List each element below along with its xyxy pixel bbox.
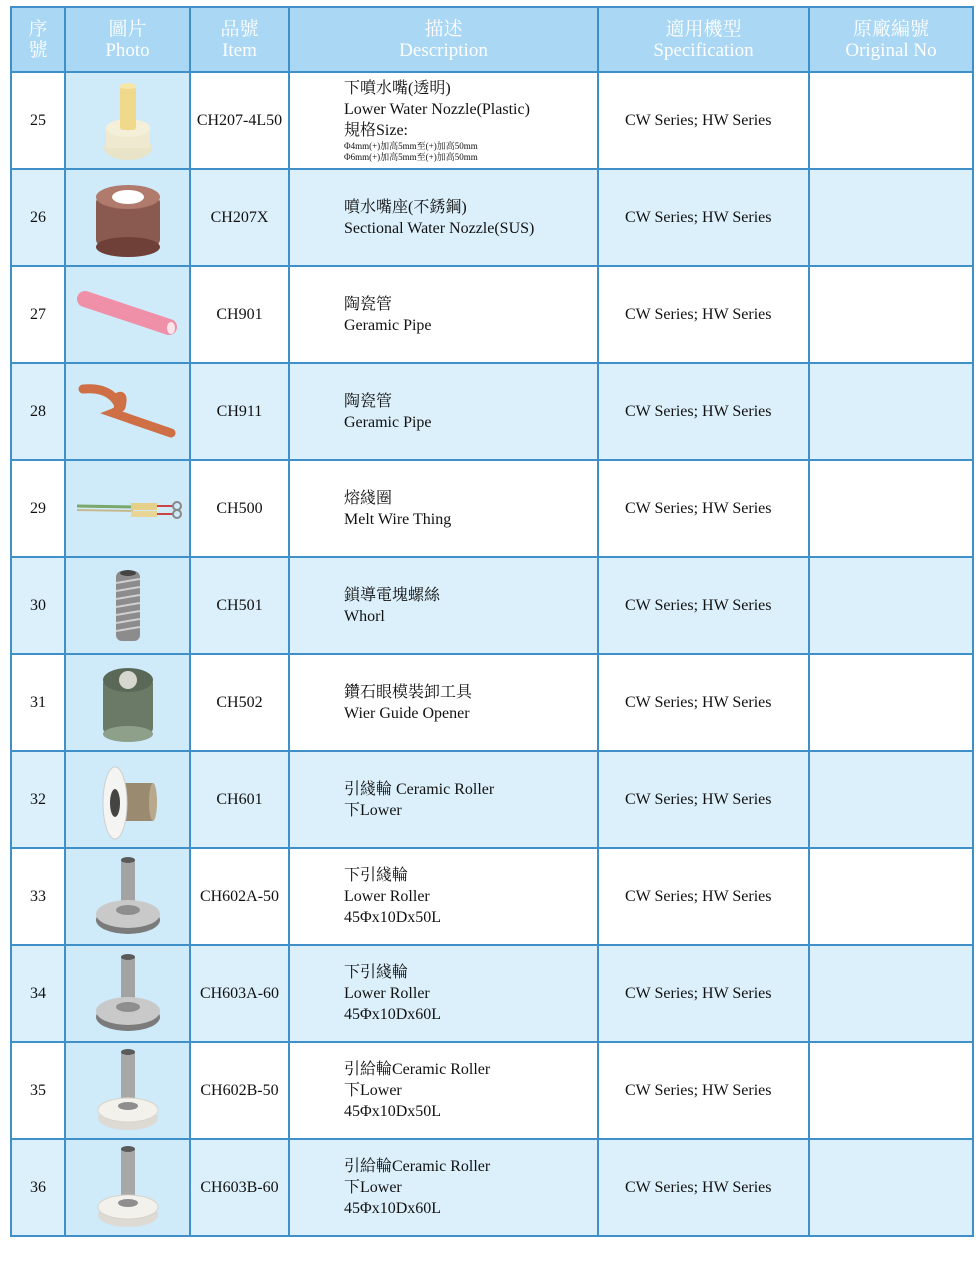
guide-opener-image	[66, 660, 189, 746]
description-line: Whorl	[344, 607, 385, 625]
description-line: 規格Size:	[344, 122, 408, 139]
header-index: 序 號	[11, 7, 65, 72]
specification-cell: CW Series; HW Series	[598, 751, 809, 848]
table-row	[11, 945, 973, 1042]
description-cell	[289, 654, 598, 751]
original-no-cell	[809, 1139, 973, 1236]
description-size-line: Φ6mm(+)加高5mm至(+)加高50mm	[344, 152, 478, 162]
description-cell	[289, 72, 598, 169]
table-header-row	[11, 7, 973, 72]
item-number: CH601	[190, 751, 289, 848]
description-cell	[289, 1139, 598, 1236]
metal-roller-image	[66, 951, 189, 1037]
table-row	[11, 751, 973, 848]
original-no-cell	[809, 72, 973, 169]
description-line: 45Φx10Dx50L	[344, 909, 442, 926]
product-photo	[65, 266, 190, 363]
original-no-cell	[809, 169, 973, 266]
row-index: 29	[11, 460, 65, 557]
description-cell	[289, 945, 598, 1042]
header-description: 描述 Description	[289, 7, 598, 72]
original-no-cell	[809, 945, 973, 1042]
original-no-cell	[809, 266, 973, 363]
row-index: 36	[11, 1139, 65, 1236]
row-index: 30	[11, 557, 65, 654]
parts-table	[10, 6, 974, 1237]
description-line: Lower Roller	[344, 888, 430, 905]
product-photo	[65, 169, 190, 266]
description-line: 下噴水嘴(透明)	[344, 80, 451, 97]
description-line: Lower Water Nozzle(Plastic)	[344, 101, 530, 118]
item-number: CH603B-60	[190, 1139, 289, 1236]
specification-cell: CW Series; HW Series	[598, 654, 809, 751]
product-photo	[65, 460, 190, 557]
description-line: 陶瓷管	[344, 392, 393, 410]
row-index: 28	[11, 363, 65, 460]
item-number: CH207X	[190, 169, 289, 266]
product-photo	[65, 557, 190, 654]
description-line: 鑽石眼模裝卸工具	[344, 683, 473, 701]
table-row	[11, 363, 973, 460]
header-photo: 圖片 Photo	[65, 7, 190, 72]
item-number: CH502	[190, 654, 289, 751]
ceramic-base-roller-image	[66, 1048, 189, 1134]
description-line: 下引綫輪	[344, 867, 409, 884]
row-index: 26	[11, 169, 65, 266]
item-number: CH501	[190, 557, 289, 654]
table-row	[11, 654, 973, 751]
description-cell	[289, 363, 598, 460]
row-index: 25	[11, 72, 65, 169]
row-index: 27	[11, 266, 65, 363]
item-number: CH602A-50	[190, 848, 289, 945]
description-line: Lower Roller	[344, 985, 430, 1002]
description-line: 熔綫圈	[344, 489, 393, 507]
specification-cell: CW Series; HW Series	[598, 848, 809, 945]
item-number: CH911	[190, 363, 289, 460]
product-photo	[65, 1042, 190, 1139]
description-line: 噴水嘴座(不銹鋼)	[344, 198, 467, 216]
product-photo	[65, 72, 190, 169]
description-line: 下Lower	[344, 801, 402, 819]
table-row	[11, 848, 973, 945]
row-index: 34	[11, 945, 65, 1042]
row-index: 33	[11, 848, 65, 945]
header-specification: 適用機型 Specification	[598, 7, 809, 72]
description-line: 下Lower	[344, 1082, 402, 1099]
description-cell	[289, 169, 598, 266]
product-photo	[65, 848, 190, 945]
table-row	[11, 460, 973, 557]
description-line: 引綫輪 Ceramic Roller	[344, 780, 495, 798]
description-cell	[289, 266, 598, 363]
item-number: CH901	[190, 266, 289, 363]
item-number: CH207-4L50	[190, 72, 289, 169]
description-line: Geramic Pipe	[344, 316, 432, 334]
description-line: 鎖導電塊螺絲	[344, 586, 441, 604]
description-line: 引給輪Ceramic Roller	[344, 1158, 491, 1175]
table-row	[11, 169, 973, 266]
row-index: 31	[11, 654, 65, 751]
original-no-cell	[809, 654, 973, 751]
description-line: 45Φx10Dx60L	[344, 1006, 442, 1023]
description-line: 下引綫輪	[344, 964, 409, 981]
original-no-cell	[809, 848, 973, 945]
description-cell	[289, 1042, 598, 1139]
wire-image	[66, 489, 189, 529]
product-photo	[65, 654, 190, 751]
description-line: 45Φx10Dx60L	[344, 1200, 442, 1217]
specification-cell: CW Series; HW Series	[598, 266, 809, 363]
description-cell	[289, 751, 598, 848]
header-item: 品號 Item	[190, 7, 289, 72]
description-cell	[289, 460, 598, 557]
specification-cell: CW Series; HW Series	[598, 72, 809, 169]
description-cell	[289, 557, 598, 654]
table-row	[11, 266, 973, 363]
original-no-cell	[809, 460, 973, 557]
description-line: 下Lower	[344, 1179, 402, 1196]
description-line: Wier Guide Opener	[344, 704, 470, 722]
product-photo	[65, 1139, 190, 1236]
description-line: 45Φx10Dx50L	[344, 1103, 442, 1120]
description-line: 引給輪Ceramic Roller	[344, 1061, 491, 1078]
item-number: CH603A-60	[190, 945, 289, 1042]
parts-catalog-sheet	[10, 6, 972, 1237]
header-original-no: 原廠編號 Original No	[809, 7, 973, 72]
original-no-cell	[809, 1042, 973, 1139]
ceramic-base-roller-image	[66, 1145, 189, 1231]
description-line: Geramic Pipe	[344, 413, 432, 431]
description-line: Sectional Water Nozzle(SUS)	[344, 219, 535, 237]
nozzle-seat-image	[66, 175, 189, 261]
original-no-cell	[809, 751, 973, 848]
specification-cell: CW Series; HW Series	[598, 363, 809, 460]
product-photo	[65, 945, 190, 1042]
specification-cell: CW Series; HW Series	[598, 460, 809, 557]
table-row	[11, 1139, 973, 1236]
specification-cell: CW Series; HW Series	[598, 169, 809, 266]
bent-ceramic-pipe-image	[66, 377, 189, 447]
specification-cell: CW Series; HW Series	[598, 557, 809, 654]
pink-ceramic-pipe-image	[66, 285, 189, 345]
original-no-cell	[809, 363, 973, 460]
description-line: 陶瓷管	[344, 295, 393, 313]
product-photo	[65, 363, 190, 460]
specification-cell: CW Series; HW Series	[598, 1042, 809, 1139]
ceramic-roller-image	[66, 757, 189, 843]
table-row	[11, 72, 973, 169]
table-row	[11, 1042, 973, 1139]
plastic-nozzle-image	[66, 78, 189, 164]
metal-roller-image	[66, 854, 189, 940]
product-photo	[65, 751, 190, 848]
original-no-cell	[809, 557, 973, 654]
specification-cell: CW Series; HW Series	[598, 945, 809, 1042]
screw-image	[66, 563, 189, 649]
description-line: Melt Wire Thing	[344, 510, 452, 528]
table-row	[11, 557, 973, 654]
item-number: CH602B-50	[190, 1042, 289, 1139]
description-cell	[289, 848, 598, 945]
description-size-line: Φ4mm(+)加高5mm至(+)加高50mm	[344, 141, 478, 151]
specification-cell: CW Series; HW Series	[598, 1139, 809, 1236]
row-index: 35	[11, 1042, 65, 1139]
row-index: 32	[11, 751, 65, 848]
item-number: CH500	[190, 460, 289, 557]
